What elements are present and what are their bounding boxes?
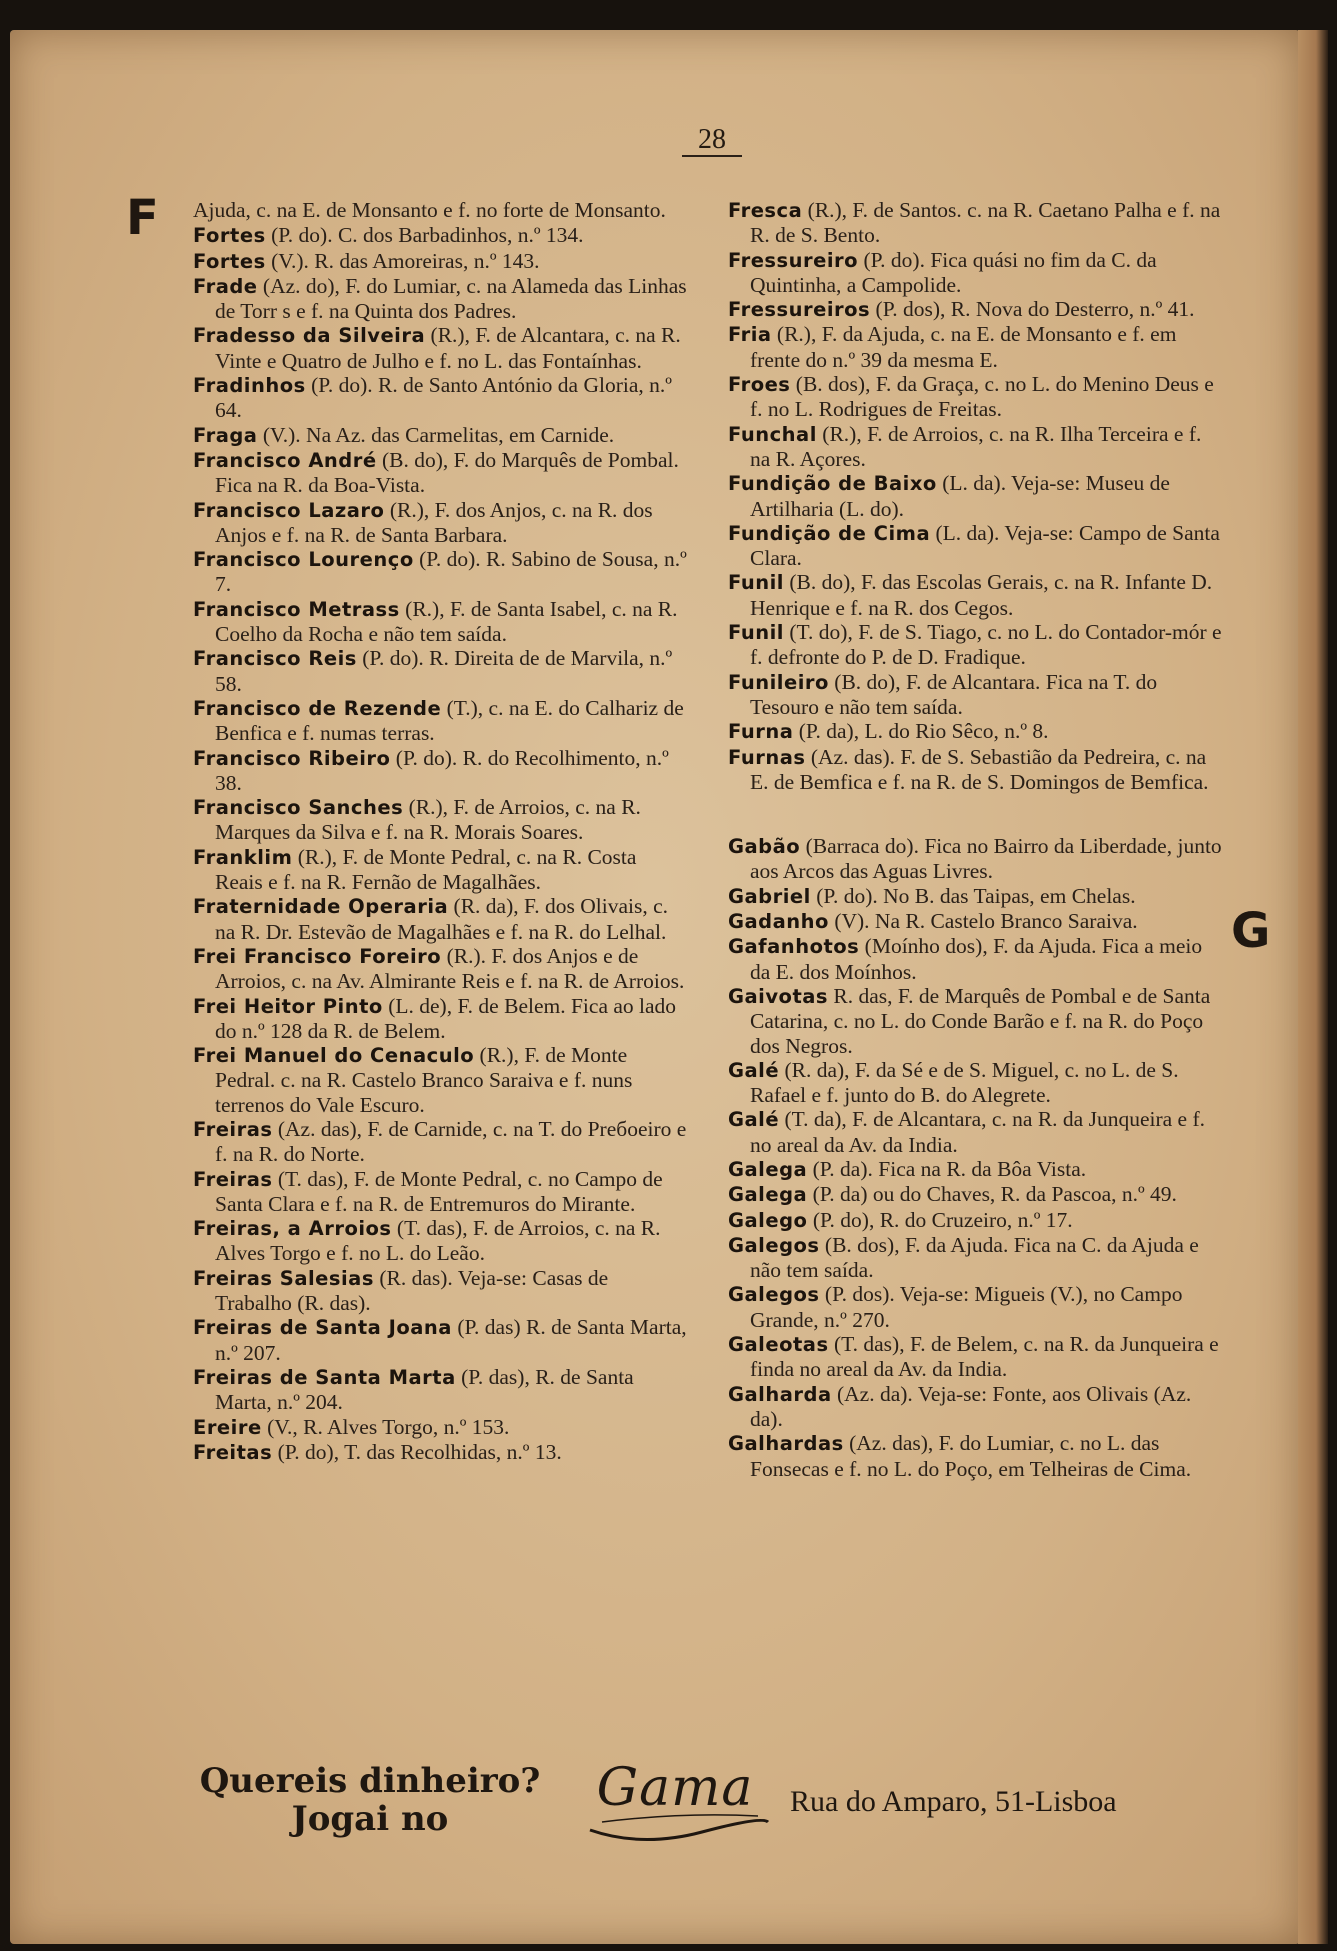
- entry-text: (R.), F. de Monte Pedral, c. na R. Costa Reais e f. na R. Fernão de Magalhães.: [215, 844, 637, 895]
- entry-name: Freiras Salesias: [193, 1266, 374, 1290]
- entry-name: Gafanhotos: [728, 935, 860, 959]
- entry-name: Galé: [728, 1108, 780, 1132]
- entry-name: Freiras: [193, 1167, 273, 1191]
- directory-entry: [193, 198, 688, 223]
- entry-text: (P. do), R. do Cruzeiro, n.º 17.: [807, 1207, 1073, 1232]
- entry-name: Furna: [728, 720, 794, 744]
- directory-entry: [193, 423, 688, 448]
- directory-entry: [728, 322, 1224, 372]
- directory-entry: [193, 323, 688, 373]
- directory-entry: [193, 994, 688, 1044]
- directory-entry: [728, 670, 1224, 720]
- entry-text: (R. da), F. da Sé e de S. Miguel, c. no L. de S. Rafael e f. junto do B. do Alegrete.: [750, 1057, 1179, 1108]
- directory-entry: [728, 422, 1224, 472]
- entry-text: (T. das), F. de Arroios, c. na R. Alves Torgo e f. no L. do Leão.: [215, 1216, 661, 1266]
- entry-name: Funchal: [728, 422, 817, 446]
- ad-logo: Gama: [596, 1758, 754, 1818]
- right-column-f-entries: [728, 198, 1224, 794]
- directory-entry: [193, 223, 688, 248]
- entry-text: (R.), F. de Alcantara, c. na R. Vinte e Quatro de Julho e f. no L. das Fontaínhas.: [215, 323, 681, 373]
- entry-text: (P. do). Fica quási no fim da C. da Quintinha, a Campolide.: [750, 247, 1157, 297]
- directory-entry: [193, 1415, 688, 1440]
- entry-text: (P. do). C. dos Barbadinhos, n.º 134.: [265, 223, 584, 248]
- entry-text: (T. das), F. de Monte Pedral, c. no Campo de Santa Clara e f. na R. de Entremuros do Mirante.: [215, 1166, 663, 1216]
- directory-entry: [728, 471, 1224, 521]
- entry-text: (R.), F. de Arroios, c. na R. Marques da Silva e f. na R. Morais Soares.: [215, 795, 641, 845]
- entry-text: (R.), F. de Santos. c. na R. Caetano Palha e f. na R. de S. Bento.: [750, 198, 1221, 248]
- directory-entry: [728, 1282, 1224, 1332]
- directory-entry: [728, 1208, 1224, 1233]
- entry-name: Galegos: [728, 1233, 820, 1257]
- directory-entry: [728, 834, 1224, 884]
- directory-entry: [728, 1157, 1224, 1182]
- entry-name: Fresca: [728, 199, 803, 222]
- directory-entry: [193, 894, 688, 944]
- entry-text: (B. do), F. de Alcantara. Fica na T. do Tesouro e não tem saída.: [750, 669, 1158, 719]
- entry-text: (B. do), F. do Marquês de Pombal. Fica na R. da Boa-Vista.: [215, 447, 679, 498]
- entry-text: (R.), F. da Ajuda, c. na E. de Monsanto e f. em frente do n.º 39 da mesma E.: [750, 322, 1177, 372]
- ad-slogan-line1: Quereis dinheiro?: [199, 1761, 541, 1801]
- entry-name: Fradinhos: [193, 374, 306, 398]
- entry-name: Fradesso da Silveira: [193, 324, 426, 348]
- entry-text: (T. do), F. de S. Tiago, c. no L. do Contador-mór e f. defronte do P. de D. Fradique.: [750, 620, 1222, 670]
- entry-text: (T.), c. na E. do Calhariz de Benfica e f. numas terras.: [215, 695, 684, 746]
- entry-text: (R.), F. dos Anjos, c. na R. dos Anjos e f. na R. de Santa Barbara.: [215, 497, 653, 547]
- ad-slogan: [170, 1762, 570, 1838]
- directory-entry: [728, 248, 1224, 298]
- entry-name: Francisco Metrass: [193, 597, 400, 621]
- entry-name: Francisco André: [193, 448, 377, 472]
- entry-name: Galega: [728, 1157, 808, 1181]
- ad-address: Rua do Amparo, 51-Lisboa: [790, 1785, 1117, 1818]
- directory-entry: [193, 646, 688, 696]
- directory-entry: [193, 1365, 688, 1415]
- entry-name: Galegos: [728, 1283, 820, 1307]
- directory-entry: [728, 1382, 1224, 1432]
- left-column: [193, 198, 688, 1465]
- entry-text: (Az. do), F. do Lumiar, c. na Alameda das Linhas de Torr s e f. na Quinta dos Padres.: [215, 273, 687, 324]
- directory-entry: [193, 845, 688, 895]
- entry-name: Gadanho: [728, 910, 829, 934]
- entry-name: Furnas: [728, 745, 806, 769]
- directory-entry: [728, 1431, 1224, 1481]
- entry-name: Frei Manuel do Cenaculo: [193, 1044, 475, 1068]
- entry-name: Fria: [728, 323, 772, 347]
- entry-name: Francisco Reis: [193, 647, 357, 671]
- entry-name: Funil: [728, 571, 784, 595]
- entry-text: (R. da), F. dos Olivais, c. na R. Dr. Estevão de Magalhães e f. na R. do Lelhal.: [215, 894, 669, 944]
- entry-text: (L. de), F. de Belem. Fica ao lado do n.º 128 da R. de Belem.: [215, 993, 677, 1043]
- entry-name: Gabriel: [728, 884, 811, 908]
- directory-entry: [193, 1315, 688, 1365]
- entry-text: (V., R. Alves Torgo, n.º 153.: [261, 1414, 510, 1439]
- page-edge: [1298, 30, 1328, 1944]
- entry-name: Gaivotas: [728, 984, 829, 1008]
- section-marker-f: F: [126, 190, 159, 246]
- directory-entry: [193, 1043, 688, 1117]
- entry-text: (T. das), F. de Belem, c. na R. da Junqueira e finda no areal da Av. da India.: [750, 1332, 1219, 1382]
- entry-name: Fortes: [193, 224, 266, 248]
- entry-text: (P. da). Fica na R. da Bôa Vista.: [807, 1156, 1087, 1181]
- entry-text: (L. da). Veja-se: Campo de Santa Clara.: [750, 520, 1220, 571]
- directory-entry: [193, 1216, 688, 1266]
- right-column-g-entries: [728, 834, 1224, 1481]
- directory-entry: [193, 448, 688, 498]
- entry-name: Froes: [728, 373, 791, 397]
- directory-entry: [728, 745, 1224, 795]
- directory-entry: [193, 547, 688, 597]
- entry-name: Frei Francisco Foreiro: [193, 944, 442, 968]
- directory-entry: [193, 1440, 688, 1465]
- entry-text: Ajuda, c. na E. de Monsanto e f. no forte de Monsanto.: [193, 198, 666, 222]
- entry-name: Freitas: [193, 1440, 273, 1464]
- ad-slogan-line2: Jogai no: [291, 1799, 449, 1839]
- directory-entry: [728, 1058, 1224, 1108]
- entry-name: Galharda: [728, 1382, 832, 1406]
- entry-name: Frei Heitor Pinto: [193, 994, 383, 1018]
- directory-entry: [193, 597, 688, 647]
- entry-text: (R.). F. dos Anjos e de Arroios, c. na Av. Almirante Reis e f. na R. de Arroios.: [215, 943, 685, 994]
- directory-entry: [728, 984, 1224, 1058]
- entry-name: Francisco de Rezende: [193, 696, 442, 720]
- entry-text: (P. dos), R. Nova do Desterro, n.º 41.: [870, 297, 1195, 322]
- entry-name: Freiras, a Arroios: [193, 1217, 392, 1241]
- directory-entry: [728, 372, 1224, 422]
- directory-entry: [193, 696, 688, 746]
- directory-entry: [193, 373, 688, 423]
- entry-name: Galé: [728, 1058, 780, 1082]
- directory-entry: [728, 570, 1224, 620]
- entry-name: Francisco Lourenço: [193, 548, 414, 572]
- entry-name: Fundição de Baixo: [728, 472, 937, 496]
- advertisement: [10, 1742, 1300, 1852]
- directory-entry: [193, 1117, 688, 1167]
- directory-entry: [193, 1266, 688, 1316]
- entry-text: (T. da), F. de Alcantara, c. na R. da Junqueira e f. no areal da Av. da India.: [750, 1107, 1206, 1157]
- entry-text: (Az. da). Veja-se: Fonte, aos Olivais (Az. da).: [750, 1381, 1192, 1431]
- directory-entry: [728, 521, 1224, 571]
- entry-name: Francisco Lazaro: [193, 498, 385, 522]
- entry-name: Fraga: [193, 423, 258, 447]
- entry-name: Funil: [728, 621, 784, 645]
- entry-name: Galhardas: [728, 1432, 844, 1456]
- directory-entry: [193, 249, 688, 274]
- directory-entry: [193, 498, 688, 548]
- entry-name: Fraternidade Operaria: [193, 895, 449, 919]
- entry-name: Gabão: [728, 835, 801, 859]
- directory-entry: [728, 884, 1224, 909]
- entry-text: (P. dos). Veja-se: Migueis (V.), no Campo Grande, n.º 270.: [750, 1282, 1183, 1332]
- directory-entry: [193, 746, 688, 796]
- directory-entry: [728, 934, 1224, 984]
- directory-entry: [193, 944, 688, 994]
- page-number: 28: [682, 125, 742, 157]
- entry-text: (L. da). Veja-se: Museu de Artilharia (L. do).: [750, 471, 1170, 521]
- section-marker-g: G: [1231, 903, 1271, 959]
- entry-text: (V.). Na Az. das Carmelitas, em Carnide.: [257, 422, 615, 447]
- directory-entry: [728, 297, 1224, 322]
- entry-text: (R.), F. de Arroios, c. na R. Ilha Terceira e f. na R. Açores.: [750, 421, 1202, 471]
- entry-text: (V). Na R. Castelo Branco Saraiva.: [828, 909, 1138, 934]
- entry-text: (B. do), F. das Escolas Gerais, c. na R. Infante D. Henrique e f. na R. dos Cegos.: [750, 570, 1213, 620]
- entry-name: Ereire: [193, 1415, 262, 1439]
- entry-text: (R.), F. de Monte Pedral. c. na R. Castelo Branco Saraiva e f. nuns terrenos do Vale Escuro.: [215, 1043, 633, 1117]
- entry-name: Galego: [728, 1208, 808, 1232]
- entry-text: (B. dos), F. da Ajuda. Fica na C. da Ajuda e não tem saída.: [750, 1232, 1199, 1283]
- entry-name: Freiras: [193, 1117, 273, 1141]
- entry-text: (V.). R. das Amoreiras, n.º 143.: [265, 248, 540, 273]
- directory-entry: [728, 620, 1224, 670]
- directory-entry: [193, 795, 688, 845]
- entry-name: Fressureiros: [728, 298, 871, 322]
- entry-text: (Az. das), F. do Lumiar, c. no L. das Fonsecas e f. no L. do Poço, em Telheiras de Cima.: [750, 1431, 1192, 1481]
- directory-entry: [728, 909, 1224, 934]
- entry-text: (B. dos), F. da Graça, c. no L. do Menino Deus e f. no L. Rodrigues de Freitas.: [750, 372, 1214, 422]
- entry-text: (P. do). R. do Recolhimento, n.º 38.: [215, 745, 669, 795]
- directory-entry: [728, 1107, 1224, 1157]
- directory-page: [10, 30, 1300, 1944]
- entry-name: Freiras de Santa Joana: [193, 1316, 452, 1340]
- right-column: [728, 198, 1224, 1481]
- entry-name: Fundição de Cima: [728, 521, 931, 545]
- entry-text: (R. das). Veja-se: Casas de Trabalho (R. das).: [215, 1265, 609, 1316]
- directory-entry: [728, 1332, 1224, 1382]
- entry-text: (P. do). No B. das Taipas, em Chelas.: [810, 883, 1136, 908]
- entry-text: (P. da), L. do Rio Sêco, n.º 8.: [793, 719, 1049, 744]
- entry-text: (P. das), R. de Santa Marta, n.º 204.: [215, 1364, 634, 1415]
- entry-text: (Barraca do). Fica no Bairro da Liberdade, junto aos Arcos das Aguas Livres.: [750, 834, 1222, 884]
- directory-entry: [728, 1233, 1224, 1283]
- entry-name: Fressureiro: [728, 248, 859, 272]
- entry-name: Galega: [728, 1183, 808, 1207]
- directory-entry: [728, 198, 1224, 248]
- entry-name: Funileiro: [728, 670, 829, 694]
- entry-name: Galeotas: [728, 1333, 829, 1357]
- entry-text: (P. do). R. Direita de de Marvila, n.º 58.: [215, 646, 673, 696]
- entry-text: (Moínho dos), F. da Ajuda. Fica a meio da E. dos Moínhos.: [750, 934, 1203, 984]
- directory-entry: [728, 719, 1224, 744]
- entry-text: (P. da) ou do Chaves, R. da Pascoa, n.º 49.: [807, 1182, 1177, 1207]
- directory-entry: [193, 1167, 688, 1217]
- entry-name: Francisco Sanches: [193, 796, 404, 820]
- entry-name: Franklim: [193, 845, 293, 869]
- entry-text: (P. do), T. das Recolhidas, n.º 13.: [272, 1439, 562, 1464]
- entry-name: Frade: [193, 274, 258, 298]
- directory-entry: [193, 274, 688, 324]
- entry-name: Francisco Ribeiro: [193, 746, 391, 770]
- entry-name: Freiras de Santa Marta: [193, 1365, 456, 1389]
- section-gap: [728, 794, 1224, 834]
- entry-text: (Az. das). F. de S. Sebastião da Pedreira, c. na E. de Bemfica e f. na R. de S. Domingos de Bemfica.: [750, 744, 1209, 794]
- directory-entry: [728, 1182, 1224, 1207]
- entry-text: (P. do). R. Sabino de Sousa, n.º 7.: [215, 547, 687, 597]
- entry-text: (Az. das), F. de Carnide, c. na T. do Preбoeiro e f. na R. do Norte.: [215, 1116, 687, 1167]
- entry-text: (R.), F. de Santa Isabel, c. na R. Coelho da Rocha e não tem saída.: [215, 596, 678, 647]
- entry-text: (P. das) R. de Santa Marta, n.º 207.: [215, 1315, 687, 1365]
- entry-text: (P. do). R. de Santo António da Gloria, n.º 64.: [215, 373, 672, 423]
- entry-name: Fortes: [193, 249, 266, 273]
- entry-text: R. das, F. de Marquês de Pombal e de Santa Catarina, c. no L. do Conde Barão e f. na R. do Poço dos Negros.: [750, 983, 1211, 1058]
